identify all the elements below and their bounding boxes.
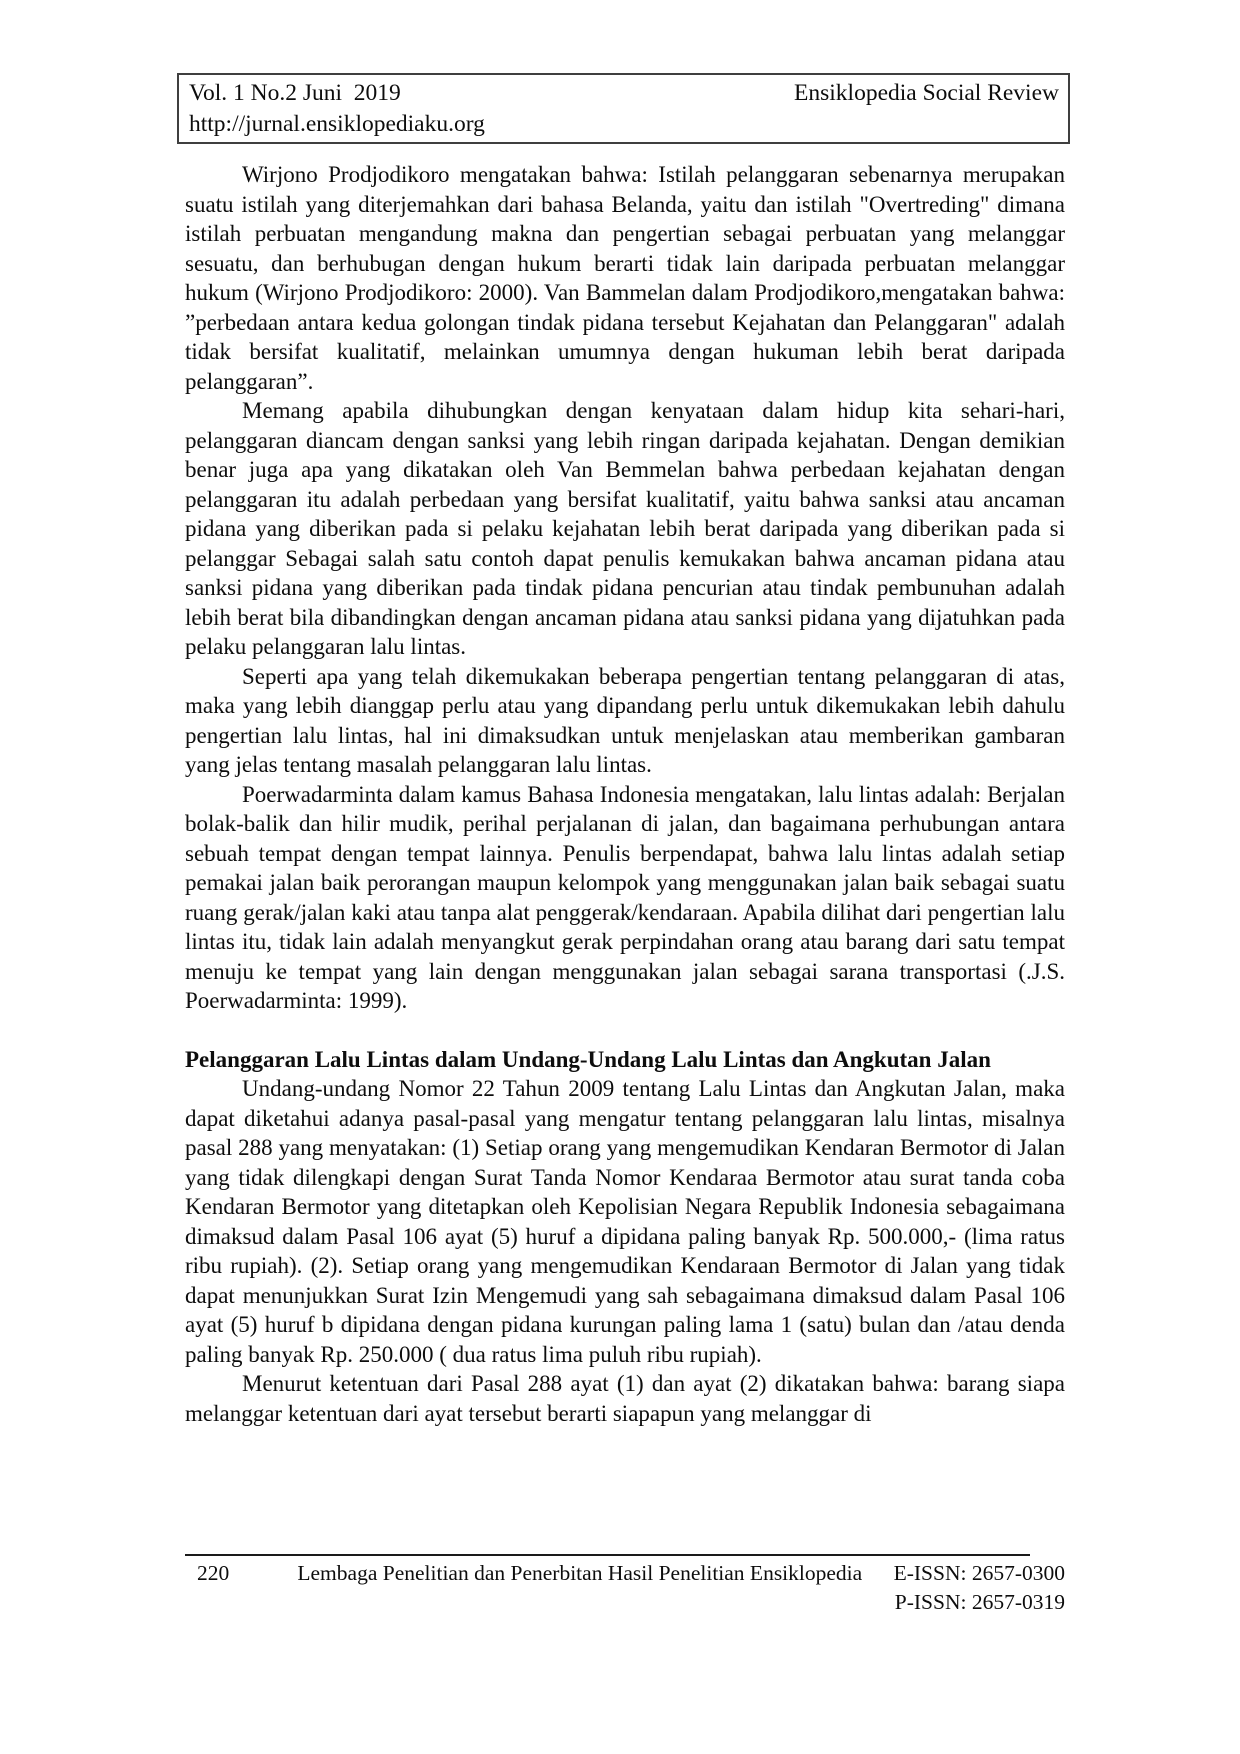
p-issn: P-ISSN: 2657-0319: [894, 1590, 1065, 1614]
body-paragraph: Wirjono Prodjodikoro mengatakan bahwa: Istilah pelanggaran sebenarnya merupakan suatu istilah yang diterjemahkan dari bahasa Belanda, yaitu dan istilah "Overtreding" dimana istilah perbuatan mengandung makna dan pengertian sebagai perbuatan yang melanggar sesuatu, dan berhubugan dengan hukum berarti tidak lain daripada perbuatan melanggar hukum (Wirjono Prodjodikoro: 2000). Van Bammelan dalam Prodjodikoro,mengatakan bahwa: ”perbedaan antara kedua golongan tindak pidana tersebut Kejahatan dan Pelanggaran" adalah tidak bersifat kualitatif, melainkan umumnya dengan hukuman lebih berat daripada pelanggaran”.: [185, 162, 1065, 394]
body-paragraph: Poerwadarminta dalam kamus Bahasa Indonesia mengatakan, lalu lintas adalah: Berjalan bolak-balik dan hilir mudik, perihal perjalanan di jalan, dan bagaimana perhubungan antara sebuah tempat dengan tempat lainnya. Penulis berpendapat, bahwa lalu lintas adalah setiap pemakai jalan baik perorangan maupun kelompok yang menggunakan jalan baik sebagai suatu ruang gerak/jalan kaki atau tanpa alat penggerak/kendaraan. Apabila dilihat dari pengertian lalu lintas itu, tidak lain adalah menyangkut gerak perpindahan orang atau barang dari satu tempat menuju ke tempat yang lain dengan menggunakan jalan sebagai sarana transportasi (.J.S. Poerwadarminta: 1999).: [185, 781, 1065, 1013]
footer-row: [185, 1559, 1065, 1617]
footer-divider: [185, 1554, 1030, 1556]
body-paragraph: Menurut ketentuan dari Pasal 288 ayat (1) dan ayat (2) dikatakan bahwa: barang siapa melanggar ketentuan dari ayat tersebut berarti siapapun yang melanggar di: [185, 1371, 1065, 1426]
journal-url: http://jurnal.ensiklopediaku.org: [189, 111, 485, 137]
header-row-bottom: [189, 109, 1059, 140]
publisher-name: Lembaga Penelitian dan Penerbitan Hasil Penelitian Ensiklopedia: [297, 1561, 863, 1585]
body-paragraph: Seperti apa yang telah dikemukakan beberapa pengertian tentang pelanggaran di atas, maka yang lebih dianggap perlu atau yang dipandang perlu untuk dikemukakan lebih dahulu pengertian lalu lintas, hal ini dimaksudkan untuk menjelaskan atau memberikan gambaran yang jelas tentang masalah pelanggaran lalu lintas.: [185, 663, 1065, 777]
e-issn: E-ISSN: 2657-0300: [893, 1561, 1065, 1585]
body-paragraph: Undang-undang Nomor 22 Tahun 2009 tentang Lalu Lintas dan Angkutan Jalan, maka dapat diketahui adanya pasal-pasal yang mengatur tentang pelanggaran lalu lintas, misalnya pasal 288 yang menyatakan: (1) Setiap orang yang mengemudikan Kendaran Bermotor di Jalan yang tidak dilengkapi dengan Surat Tanda Nomor Kendaraa Bermotor atau surat tanda coba Kendaran Bermotor yang ditetapkan oleh Kepolisian Negara Republik Indonesia sebagaimana dimaksud dalam Pasal 106 ayat (5) huruf a dipidana paling banyak Rp. 500.000,- (lima ratus ribu rupiah). (2). Setiap orang yang mengemudikan Kendaraan Bermotor di Jalan yang tidak dapat menunjukkan Surat Izin Mengemudi yang sah sebagaimana dimaksud dalam Pasal 106 ayat (5) huruf b dipidana dengan pidana kurungan paling lama 1 (satu) bulan dan /atau denda paling banyak Rp. 250.000 ( dua ratus lima puluh ribu rupiah).: [185, 1076, 1065, 1367]
journal-header-box: [177, 73, 1070, 144]
header-row-top: [189, 78, 1059, 109]
volume-issue-date: Vol. 1 No.2 Juni 2019: [189, 80, 401, 106]
article-body: [185, 160, 1065, 1428]
journal-title: Ensiklopedia Social Review: [794, 80, 1059, 106]
issn-block: [880, 1559, 1065, 1617]
section-heading: Pelanggaran Lalu Lintas dalam Undang-Undang Lalu Lintas dan Angkutan Jalan: [185, 1046, 991, 1072]
body-paragraph: Memang apabila dihubungkan dengan kenyataan dalam hidup kita sehari-hari, pelanggaran diancam dengan sanksi yang lebih ringan daripada kejahatan. Dengan demikian benar juga apa yang dikatakan oleh Van Bemmelan bahwa perbedaan kejahatan dengan pelanggaran itu adalah perbedaan yang bersifat kualitatif, yaitu bahwa sanksi atau ancaman pidana yang diberikan pada si pelaku kejahatan lebih berat daripada yang diberikan pada si pelanggar Sebagai salah satu contoh dapat penulis kemukakan bahwa ancaman pidana atau sanksi pidana yang diberikan pada tindak pidana pencurian atau tindak pembunuhan adalah lebih berat bila dibandingkan dengan ancaman pidana atau sanksi pidana yang dijatuhkan pada pelaku pelanggaran lalu lintas.: [185, 398, 1065, 659]
page-footer: [185, 1554, 1065, 1617]
page-number: 220: [197, 1561, 230, 1585]
